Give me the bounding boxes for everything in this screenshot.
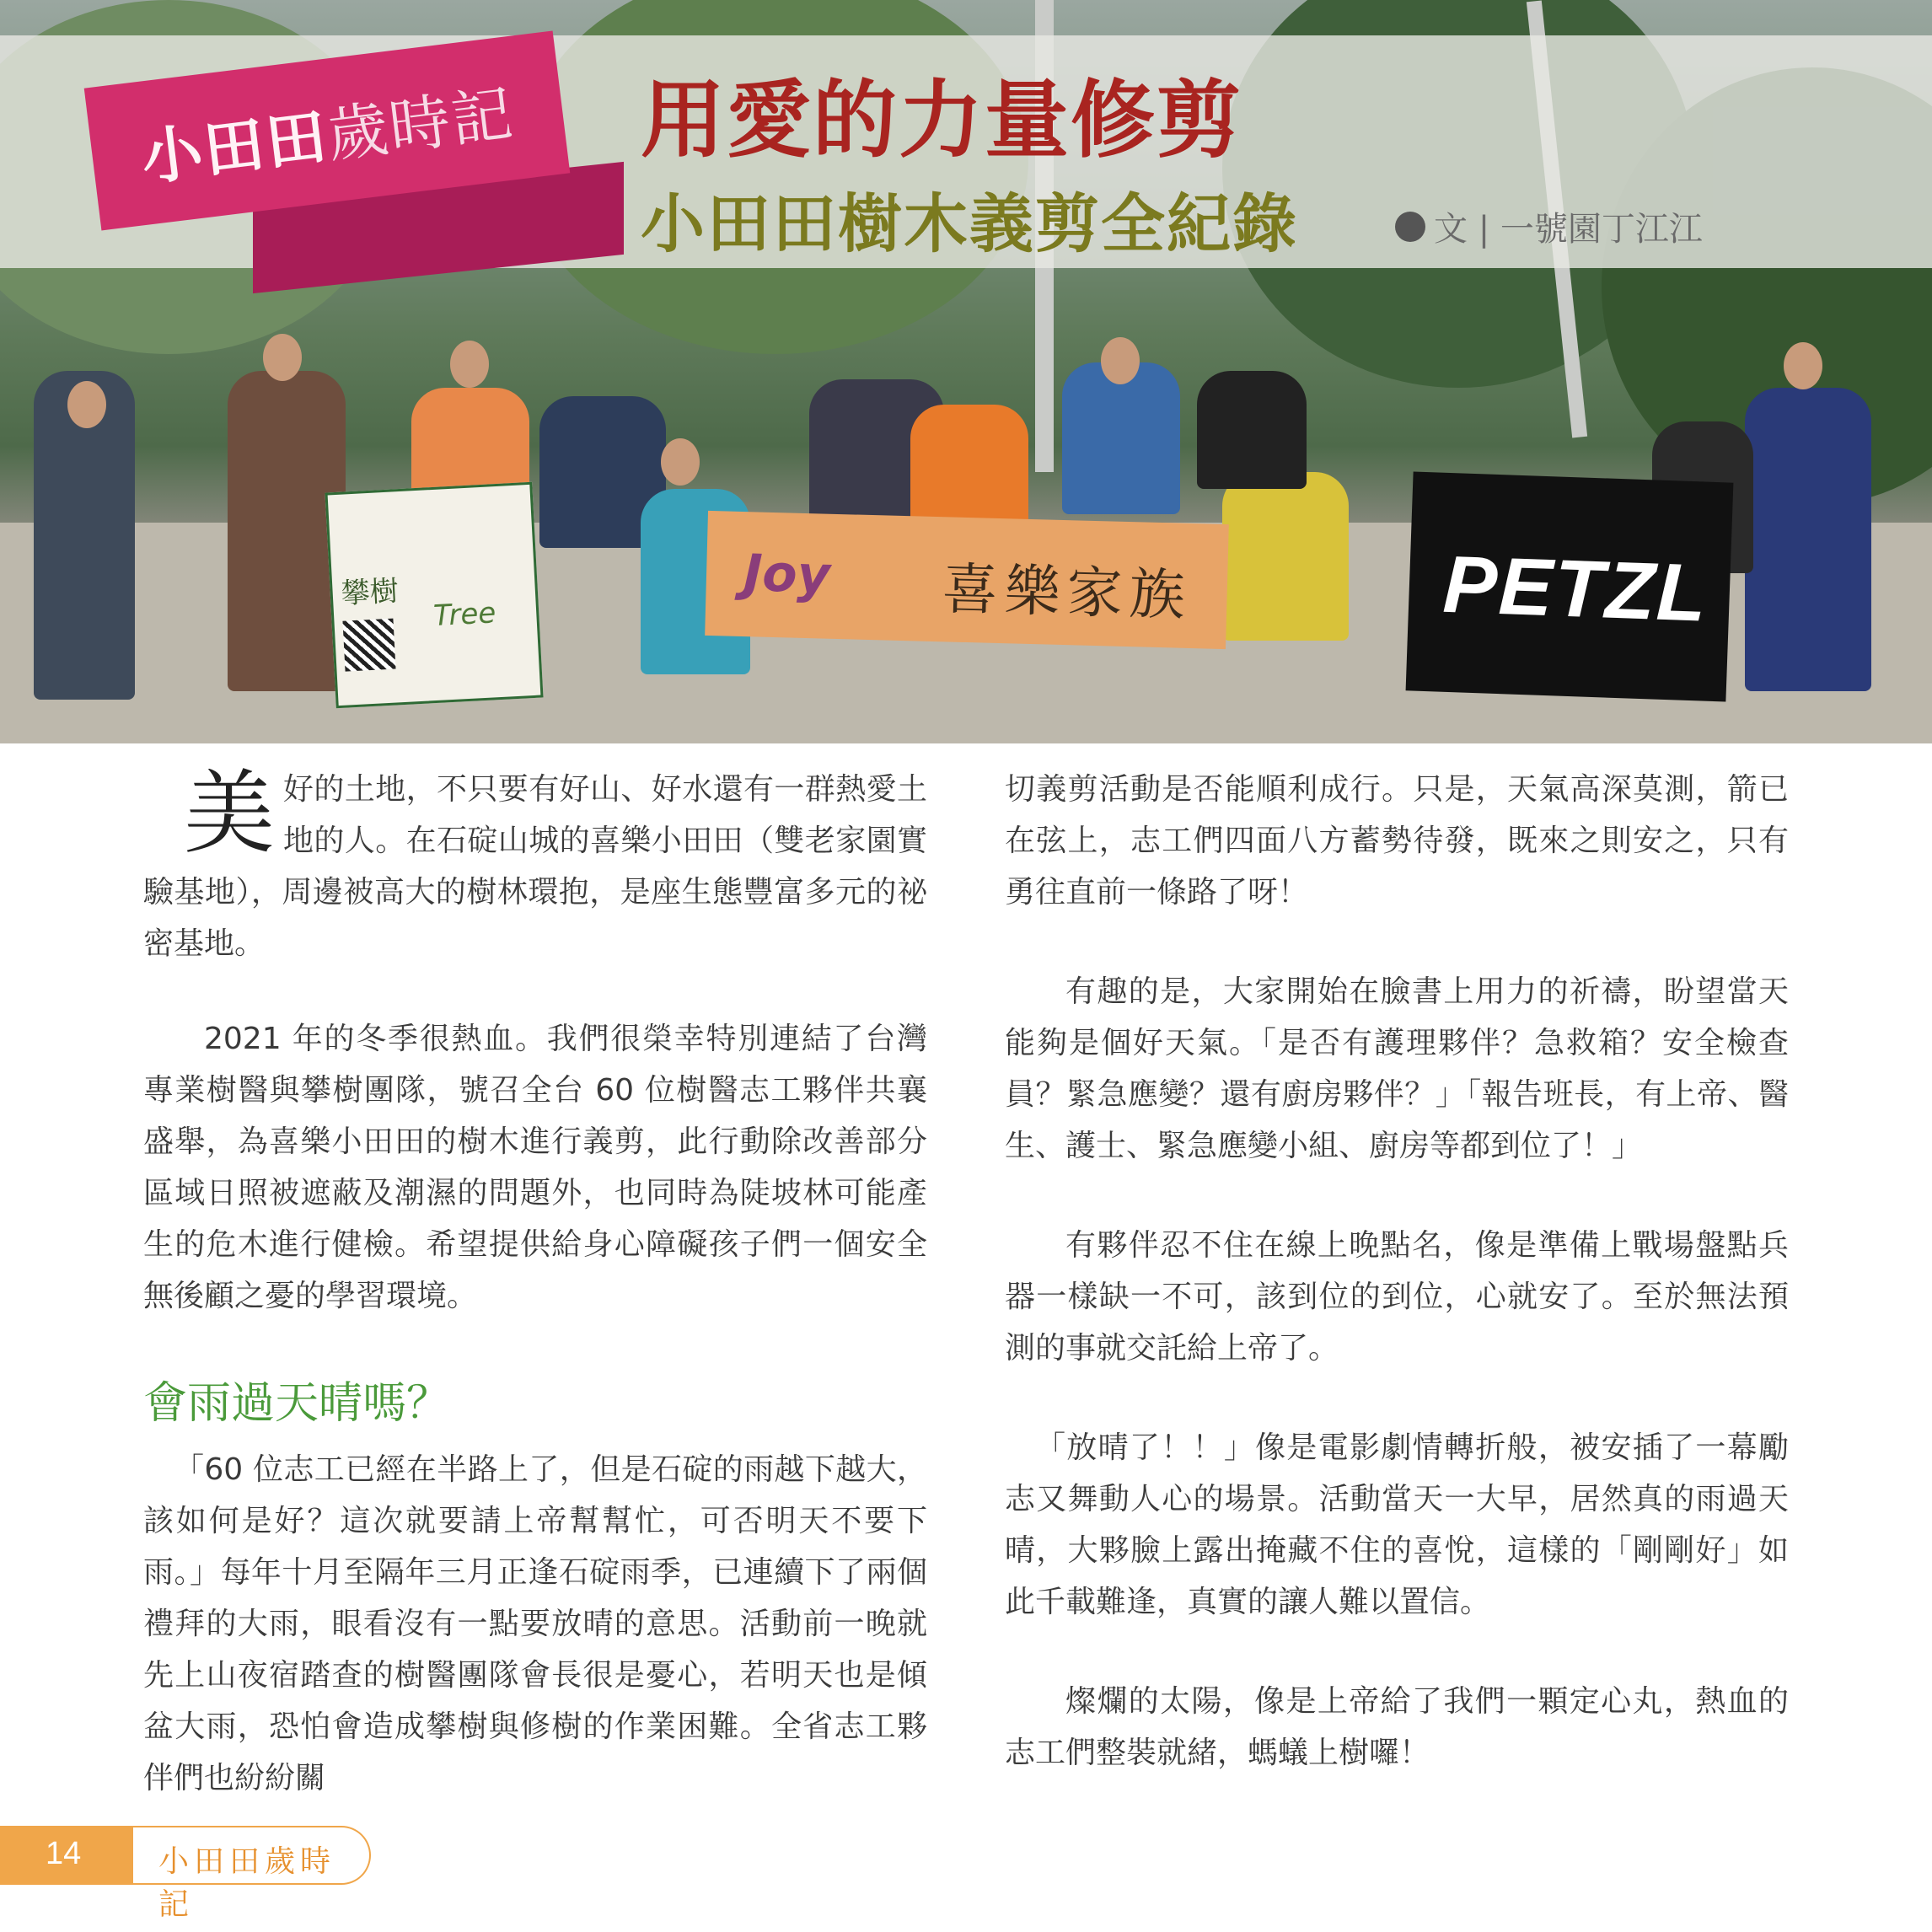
- joy-logo: Joy: [743, 544, 831, 605]
- joy-family-banner: [705, 511, 1229, 649]
- paragraph: 燦爛的太陽，像是上帝給了我們一顆定心丸，熱血的志工們整裝就緒，螞蟻上樹囉！: [1005, 1684, 1789, 1770]
- intro-paragraph: [143, 761, 927, 969]
- footer-section-tab: [133, 1826, 371, 1922]
- person-head: [450, 341, 489, 388]
- person-head: [1784, 342, 1822, 389]
- person: [910, 405, 1028, 531]
- page-title: 用愛的力量修剪: [641, 70, 1242, 169]
- dropcap: 美: [184, 761, 276, 867]
- paragraph: 「放晴了！！」像是電影劇情轉折般，被安插了一幕勵志又舞動人心的場景。活動當天一大早，居然真的雨過天晴，大夥臉上露出掩藏不住的喜悅，這樣的「剛剛好」如此千載難逢，真實的讓人難以置信。: [1005, 1430, 1789, 1619]
- person-head: [1101, 337, 1140, 384]
- article-column-left: [143, 761, 927, 1852]
- page-number-box: [0, 1826, 133, 1885]
- joy-family-banner-text: 喜樂家族: [941, 556, 1193, 628]
- paragraph: 切義剪活動是否能順利成行。只是，天氣高深莫測，箭已在弦上，志工們四面八方蓄勢待發，既來之則安之，只有勇往直前一條路了呀！: [1005, 772, 1789, 910]
- paragraph: 有趣的是，大家開始在臉書上用力的祈禱，盼望當天能夠是個好天氣。「是否有護理夥伴？急救箱？安全檢查員？緊急應變？還有廚房夥伴？」「報告班長，有上帝、醫生、護士、緊急應變小組、廚房等都到位了！」: [1005, 974, 1789, 1163]
- person-head: [263, 334, 302, 381]
- group-photo: [0, 0, 1932, 743]
- section-heading: 會雨過天晴嗎？: [143, 1378, 451, 1429]
- petzl-logo: PETZL: [1441, 539, 1709, 639]
- byline-text: 文 | 一號園丁江江: [1434, 210, 1703, 249]
- person: [1222, 472, 1349, 641]
- climbing-tree-sign-label: 攀樹: [340, 574, 400, 611]
- person-head: [661, 438, 700, 486]
- column-label-strong: 小田田: [137, 100, 332, 194]
- intro-paragraph-text: 好的土地，不只要有好山、好水還有一群熱愛土地的人。在石碇山城的喜樂小田田（雙老家園實驗基地），周邊被高大的樹林環抱，是座生態豐富多元的祕密基地。: [143, 772, 927, 961]
- page-number: 14: [46, 1836, 82, 1871]
- column-label-rest: 歲時記: [323, 78, 518, 171]
- petzl-flag: [1406, 471, 1734, 701]
- article-column-right: [1005, 764, 1789, 1827]
- person: [1745, 388, 1871, 691]
- climbing-tree-sign: [325, 482, 543, 709]
- tree-sign-label: Tree: [432, 596, 497, 634]
- qr-code-icon: [342, 619, 395, 672]
- paragraph: 有夥伴忍不住在線上晚點名，像是準備上戰場盤點兵器一樣缺一不可，該到位的到位，心就安了。至於無法預測的事就交託給上帝了。: [1005, 1228, 1789, 1366]
- person-head: [67, 381, 106, 428]
- person: [1062, 362, 1180, 514]
- footer-section-label: 小田田歲時記: [158, 1844, 336, 1922]
- person: [1197, 371, 1307, 489]
- author-icon: [1395, 212, 1425, 242]
- paragraph: 「60 位志工已經在半路上了，但是石碇的雨越下越大，該如何是好？這次就要請上帝幫幫忙，可否明天不要下雨。」每年十月至隔年三月正逢石碇雨季，已連續下了兩個禮拜的大雨，眼看沒有一點要放晴的意思。活動前一晚就先上山夜宿踏查的樹醫團隊會長很是憂心，若明天也是傾盆大雨，恐怕會造成攀樹與修樹的作業困難。全省志工夥伴們也紛紛關: [143, 1452, 927, 1795]
- page-subtitle: 小田田樹木義剪全紀錄: [641, 186, 1298, 261]
- paragraph: 2021 年的冬季很熱血。我們很榮幸特別連結了台灣專業樹醫與攀樹團隊，號召全台 60 位樹醫志工夥伴共襄盛舉，為喜樂小田田的樹木進行義剪，此行動除改善部分區域日照被遮蔽及潮濕的問題外，也同時為陡坡林可能產生的危木進行健檢。希望提供給身心障礙孩子們一個安全無後顧之憂的學習環境。: [143, 1022, 927, 1313]
- byline: [1395, 202, 1703, 250]
